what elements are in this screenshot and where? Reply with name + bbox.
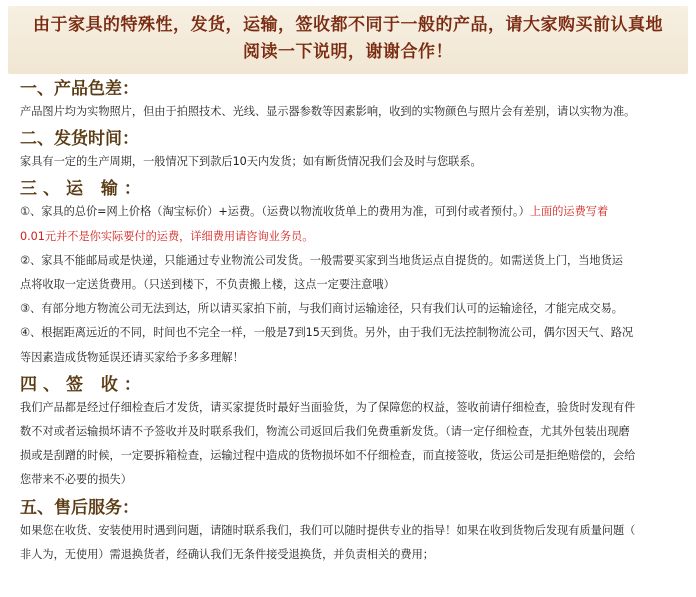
page — [0, 6, 696, 597]
section-title-color: 一、产品色差： — [20, 79, 139, 99]
section-title-transport: 三、运 输： — [20, 179, 147, 200]
delivery-paragraph: 家具有一定的生产周期，一般情况下到款后10天内发货；如有断货情况我们会及时与您联系。 — [20, 155, 482, 169]
transport-item-4b: 等因素造成货物延误还请买家给予多多理解！ — [20, 350, 244, 364]
transport-item-2a: ②、家具不能邮局或是快递，只能通过专业物流公司发货。一般需要买家到当地货运点自提货的。如需送货上门，当地货运 — [20, 253, 623, 267]
signing-line-b: 数不对或者运输损坏请不予签收并及时联系我们，物流公司返回后我们免费重新发货。（请一定仔细检查，尤其外包装出现磨 — [20, 425, 630, 439]
transport-item-2b: 点将收取一定送货费用。（只送到楼下，不负责搬上楼，这点一定要注意哦） — [20, 278, 395, 292]
section-title-signing: 四、签 收： — [20, 374, 147, 395]
section-title-aftersales: 五、售后服务： — [20, 497, 139, 518]
transport-item-3: ③、有部分地方物流公司无法到达，所以请买家拍下前，与我们商讨运输途径，只有我们认可的运输途径，才能完成交易。 — [20, 302, 623, 316]
signing-line-a: 我们产品都是经过仔细检查后才发货，请买家提货时最好当面验货，为了保障您的权益，签收前请仔细检查，验货时发现有件 — [20, 400, 636, 414]
transport-red-note-a: 上面的运费写着 — [529, 205, 609, 219]
signing-line-c: 损或是刮蹭的时候，一定要拆箱检查，运输过程中造成的货物损坏如不仔细检查，而直接签收，货运公司是拒绝赔偿的，会给 — [20, 449, 636, 463]
banner-line-1: 由于家具的特殊性，发货，运输，签收都不同于一般的产品，请大家购买前认真地 — [33, 15, 663, 35]
signing-line-d: 您带来不必要的损失） — [20, 473, 132, 487]
aftersales-line-a: 如果您在收货、安装使用时遇到问题，请随时联系我们，我们可以随时提供专业的指导！如果在收到货物后发现有质量问题（ — [20, 523, 636, 537]
transport-item-4a: ④、根据距离远近的不同，时间也不完全一样，一般是7到15天到货。另外，由于我们无法控制物流公司，偶尔因天气、路况 — [20, 326, 634, 340]
transport-red-note-b: 0.01元并不是你实际要付的运费，详细费用请咨询业务员。 — [20, 229, 314, 243]
color-paragraph: 产品图片均为实物照片，但由于拍照技术、光线、显示器参数等因素影响，收到的实物颜色与照片会有差别，请以实物为准。 — [20, 105, 636, 118]
notice-banner — [8, 6, 688, 74]
section-title-delivery: 二、发货时间： — [20, 129, 139, 150]
aftersales-line-b: 非人为，无使用）需退换货者，经确认我们无条件接受退换货，并负责相关的费用； — [20, 547, 434, 561]
banner-line-2: 阅读一下说明，谢谢合作！ — [243, 42, 453, 62]
transport-item-1: ①、家具的总价=网上价格（淘宝标价）+运费。（运费以物流收货单上的费用为准，可到付或者预付。） — [20, 205, 530, 219]
transport-line-1 — [20, 200, 680, 224]
